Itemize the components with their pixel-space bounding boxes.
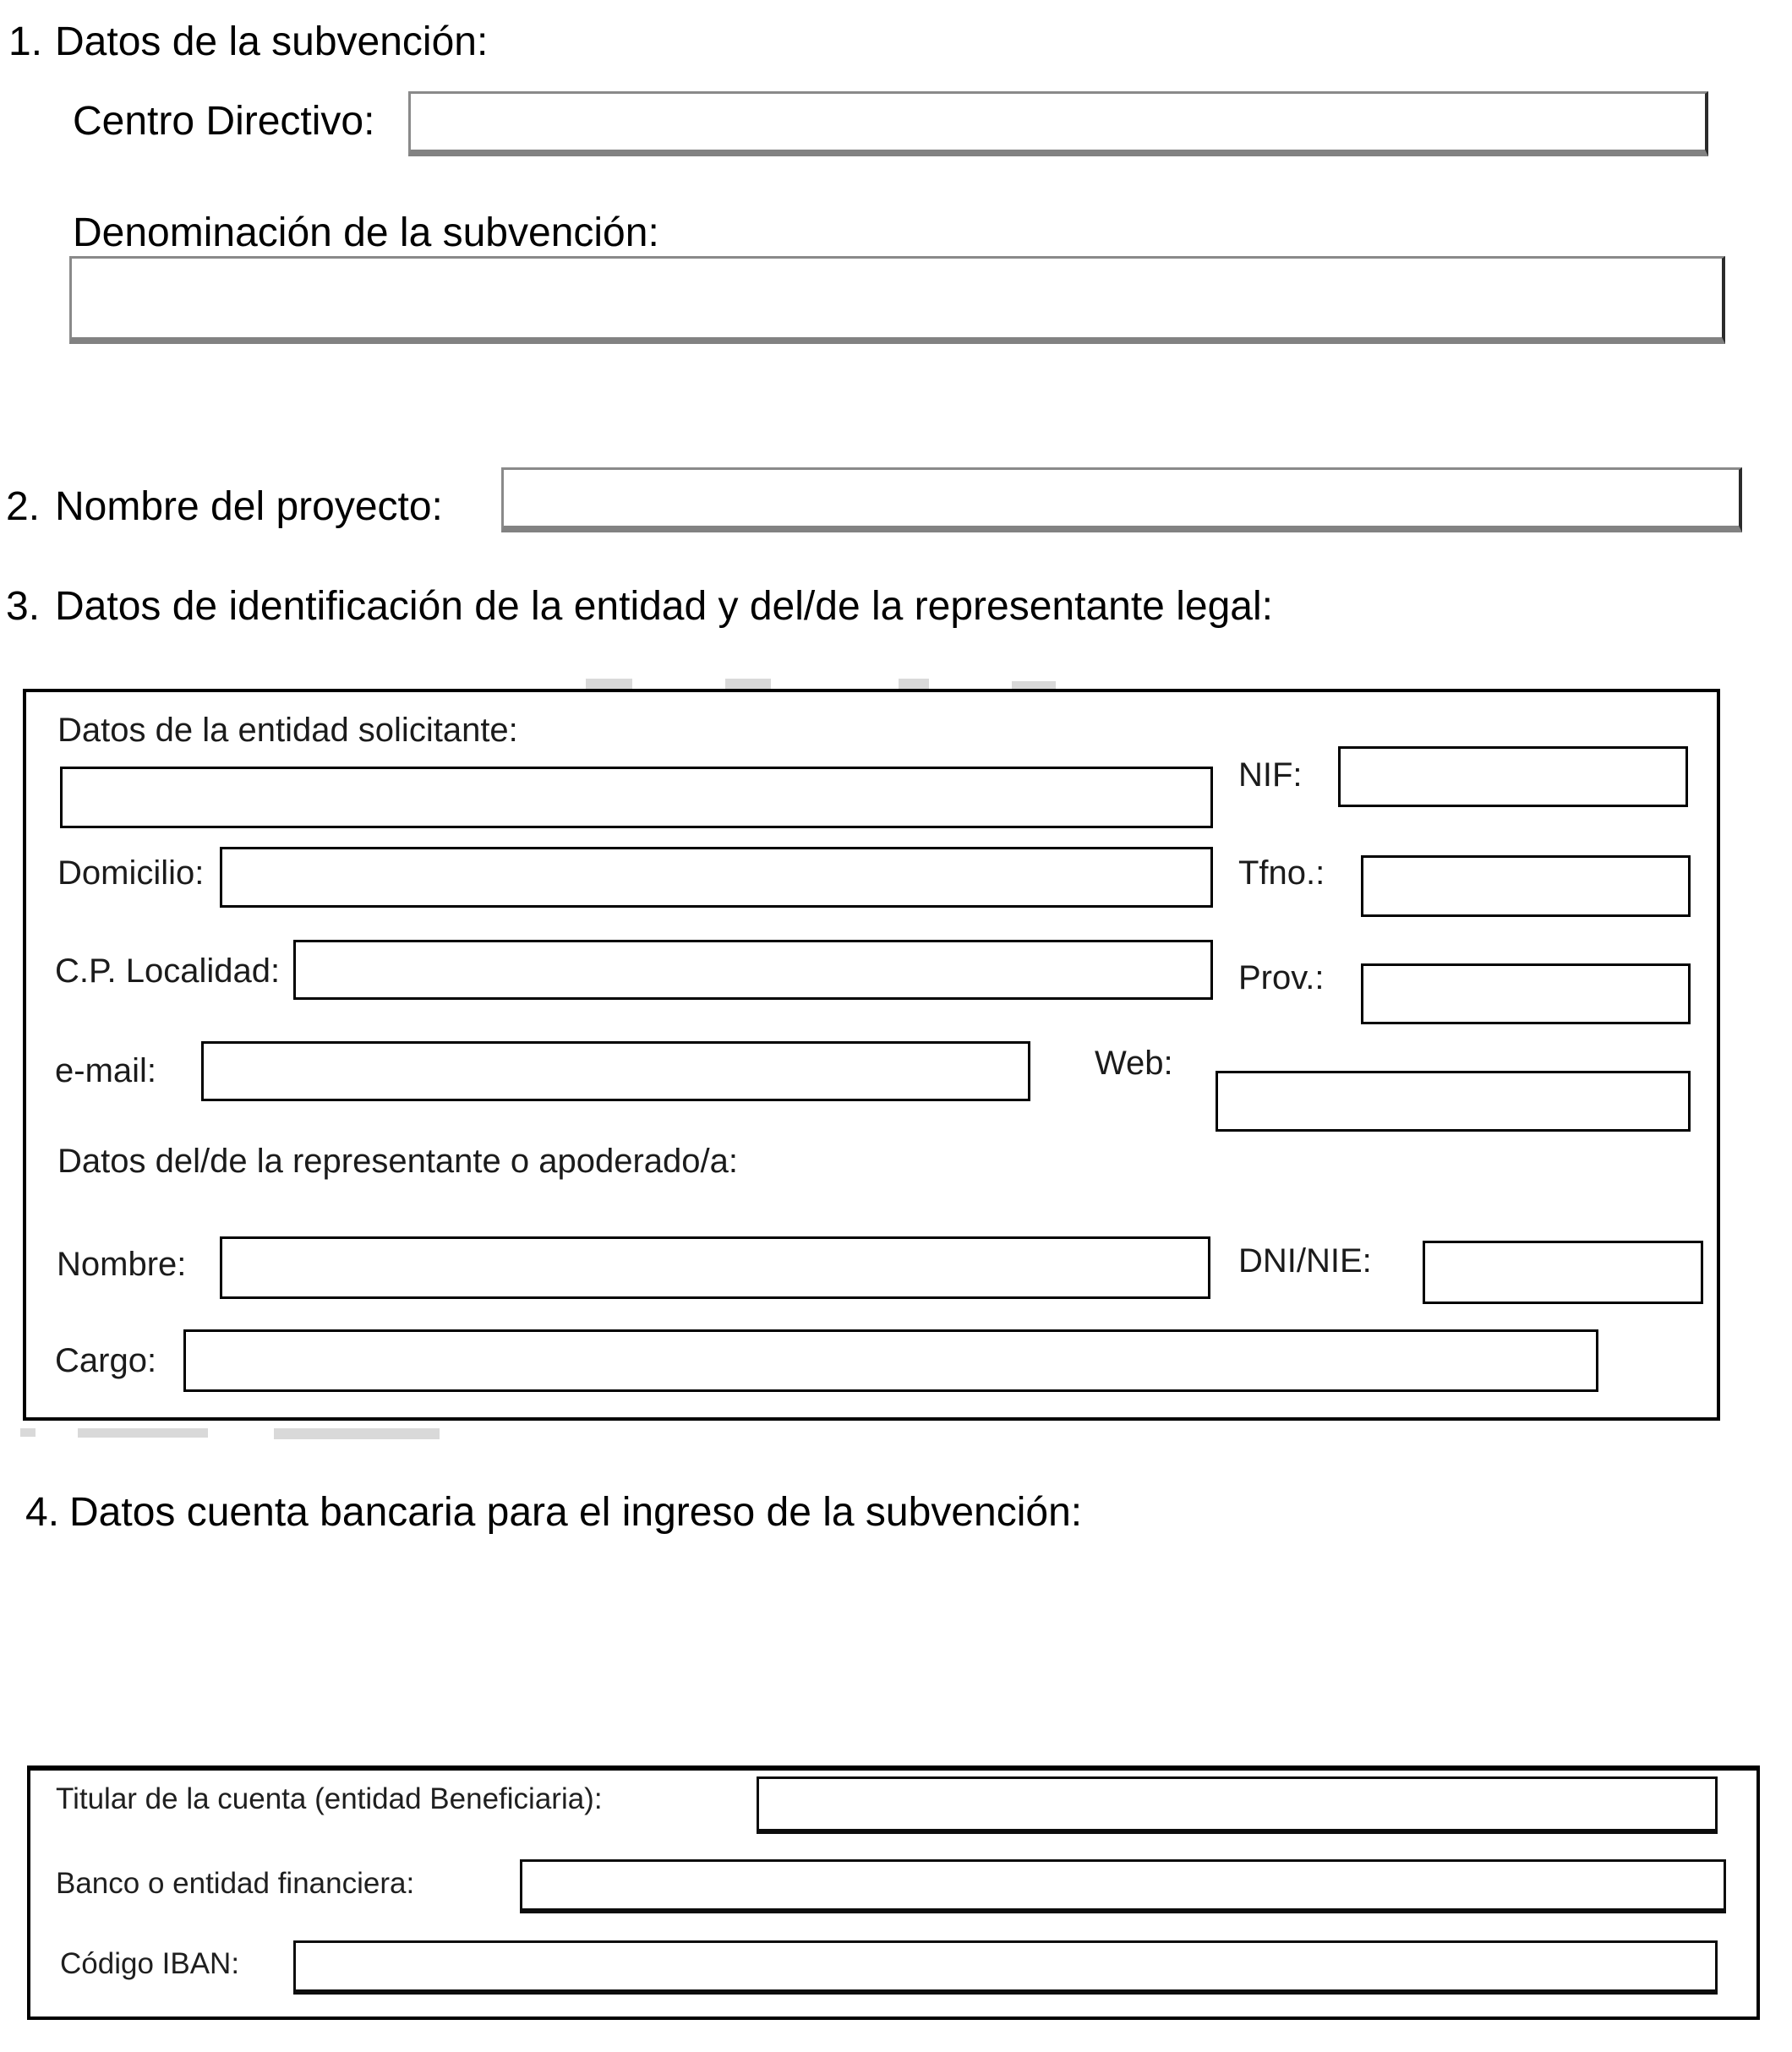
section-3-number: 3. bbox=[6, 584, 41, 629]
section-1-title: Datos de la subvención: bbox=[55, 19, 489, 64]
section-1-number: 1. bbox=[8, 19, 43, 64]
nombre-proyecto-input[interactable] bbox=[501, 467, 1742, 532]
watermark-mark bbox=[274, 1428, 440, 1439]
watermark-mark bbox=[899, 679, 929, 689]
prov-label: Prov.: bbox=[1238, 959, 1325, 996]
denominacion-input[interactable] bbox=[69, 256, 1725, 344]
cargo-input[interactable] bbox=[183, 1329, 1598, 1392]
section-3-heading bbox=[6, 583, 1273, 630]
centro-directivo-label: Centro Directivo: bbox=[73, 99, 375, 144]
codigo-iban-input[interactable] bbox=[293, 1940, 1718, 1995]
section-4-title: Datos cuenta bancaria para el ingreso de la subvención: bbox=[69, 1490, 1083, 1535]
email-input[interactable] bbox=[201, 1041, 1030, 1101]
watermark-mark bbox=[586, 679, 632, 689]
web-input[interactable] bbox=[1216, 1071, 1691, 1132]
nif-label: NIF: bbox=[1238, 756, 1303, 794]
tfno-label: Tfno.: bbox=[1238, 854, 1325, 892]
entity-header-label: Datos de la entidad solicitante: bbox=[57, 712, 518, 749]
denominacion-label: Denominación de la subvención: bbox=[73, 210, 659, 255]
dni-nie-label: DNI/NIE: bbox=[1238, 1242, 1372, 1280]
section-2-number: 2. bbox=[6, 484, 41, 529]
email-label: e-mail: bbox=[55, 1052, 157, 1089]
banco-label: Banco o entidad financiera: bbox=[56, 1867, 415, 1900]
entity-name-input[interactable] bbox=[60, 767, 1213, 828]
domicilio-input[interactable] bbox=[220, 847, 1213, 908]
tfno-input[interactable] bbox=[1361, 855, 1691, 917]
section-4-number: 4. bbox=[25, 1490, 60, 1535]
section-2-title: Nombre del proyecto: bbox=[55, 484, 443, 529]
titular-label: Titular de la cuenta (entidad Beneficiaria): bbox=[56, 1782, 603, 1815]
watermark-mark bbox=[20, 1428, 36, 1437]
representative-header-label: Datos del/de la representante o apoderado/a: bbox=[57, 1143, 739, 1180]
dni-nie-input[interactable] bbox=[1423, 1241, 1703, 1304]
cp-localidad-label: C.P. Localidad: bbox=[55, 952, 281, 990]
cargo-label: Cargo: bbox=[55, 1342, 157, 1379]
web-label: Web: bbox=[1095, 1045, 1173, 1082]
watermark-mark bbox=[725, 679, 771, 689]
codigo-iban-label: Código IBAN: bbox=[60, 1947, 240, 1980]
watermark-mark bbox=[78, 1428, 208, 1438]
prov-input[interactable] bbox=[1361, 963, 1691, 1024]
titular-input[interactable] bbox=[757, 1776, 1718, 1834]
section-4-heading bbox=[25, 1489, 1082, 1536]
cp-localidad-input[interactable] bbox=[293, 940, 1213, 1000]
centro-directivo-input[interactable] bbox=[408, 91, 1708, 156]
section-2-heading bbox=[6, 483, 443, 530]
nombre-label: Nombre: bbox=[57, 1246, 187, 1283]
nombre-input[interactable] bbox=[220, 1236, 1210, 1299]
banco-input[interactable] bbox=[520, 1859, 1726, 1913]
domicilio-label: Domicilio: bbox=[57, 854, 205, 892]
section-3-title: Datos de identificación de la entidad y del/de la representante legal: bbox=[55, 584, 1273, 629]
nif-input[interactable] bbox=[1338, 746, 1688, 807]
section-1-heading bbox=[8, 19, 488, 65]
